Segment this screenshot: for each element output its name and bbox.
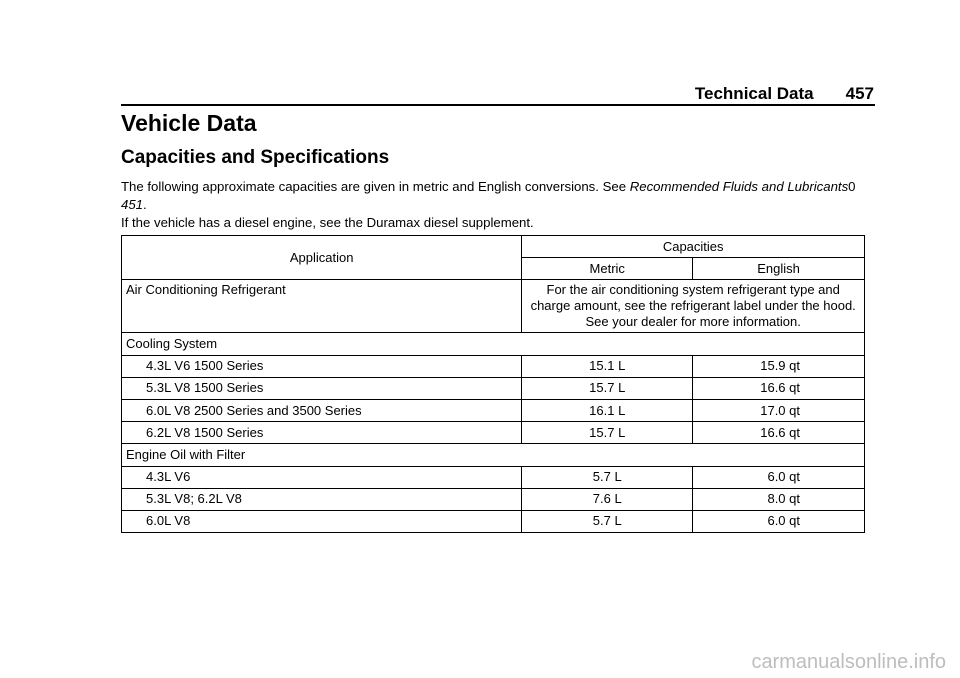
page-ref-icon: 0 (848, 179, 856, 194)
intro-end: . (143, 197, 147, 212)
intro-text: The following approximate capacities are given in metric and English conversions. See (121, 179, 630, 194)
oil-item-name: 5.3L V8; 6.2L V8 (122, 488, 522, 510)
oil-item-english: 6.0 qt (693, 510, 865, 532)
oil-item-name: 4.3L V6 (122, 466, 522, 488)
table-row (122, 444, 865, 466)
cooling-item-metric: 15.1 L (522, 355, 693, 377)
table-row (122, 355, 865, 377)
cooling-item-metric: 15.7 L (522, 377, 693, 399)
cooling-item-name: 6.2L V8 1500 Series (122, 422, 522, 444)
table-header-row (122, 236, 865, 258)
oil-item-name: 6.0L V8 (122, 510, 522, 532)
oil-item-metric: 7.6 L (522, 488, 693, 510)
cooling-item-name: 5.3L V8 1500 Series (122, 377, 522, 399)
table-row (122, 333, 865, 355)
page-number: 457 (845, 84, 874, 103)
metric-header: Metric (522, 258, 693, 280)
cooling-item-english: 16.6 qt (693, 377, 865, 399)
cooling-item-name: 4.3L V6 1500 Series (122, 355, 522, 377)
table-row (122, 280, 865, 333)
table-row (122, 466, 865, 488)
cooling-item-english: 16.6 qt (693, 422, 865, 444)
cooling-item-name: 6.0L V8 2500 Series and 3500 Series (122, 399, 522, 421)
capacities-header: Capacities (522, 236, 865, 258)
page-title: Vehicle Data (121, 110, 257, 136)
ac-label: Air Conditioning Refrigerant (122, 280, 522, 333)
cooling-item-english: 17.0 qt (693, 399, 865, 421)
diesel-note: If the vehicle has a diesel engine, see the Duramax diesel supplement. (121, 215, 534, 230)
section-title: Technical Data (694, 84, 814, 103)
header-rule (121, 104, 875, 106)
table-row (122, 377, 865, 399)
cooling-item-metric: 15.7 L (522, 422, 693, 444)
fluids-link[interactable]: Recommended Fluids and Lubricants (629, 179, 849, 194)
oil-label: Engine Oil with Filter (122, 444, 865, 466)
oil-item-english: 6.0 qt (693, 466, 865, 488)
table-row (122, 510, 865, 532)
table-row (122, 422, 865, 444)
oil-item-english: 8.0 qt (693, 488, 865, 510)
oil-item-metric: 5.7 L (522, 466, 693, 488)
intro-paragraph (121, 178, 871, 214)
oil-item-metric: 5.7 L (522, 510, 693, 532)
cooling-label: Cooling System (122, 333, 865, 355)
watermark: carmanualsonline.info (751, 651, 946, 673)
page-header (695, 84, 874, 104)
table-row (122, 488, 865, 510)
page-ref-number[interactable]: 451 (121, 197, 144, 212)
section-heading: Capacities and Specifications (121, 147, 390, 168)
cooling-item-metric: 16.1 L (522, 399, 693, 421)
application-header: Application (122, 236, 522, 280)
english-header: English (693, 258, 865, 280)
table-row (122, 399, 865, 421)
ac-value: For the air conditioning system refrigerant type and charge amount, see the refrigerant label under the hood. See your dealer for more information. (522, 280, 865, 333)
cooling-item-english: 15.9 qt (693, 355, 865, 377)
capacities-table (121, 235, 865, 533)
